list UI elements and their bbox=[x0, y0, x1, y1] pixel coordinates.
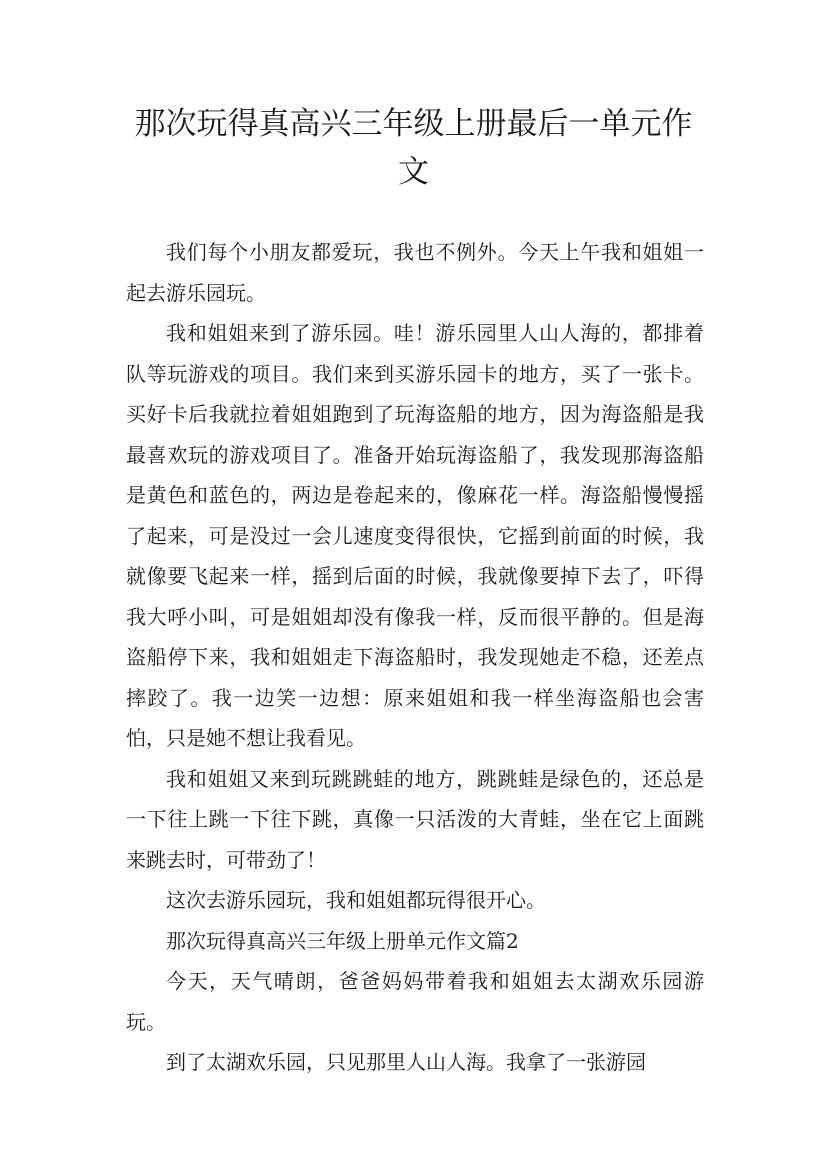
document-title: 那次玩得真高兴三年级上册最后一单元作文 bbox=[134, 106, 693, 190]
paragraph: 我们每个小朋友都爱玩，我也不例外。今天上午我和姐姐一起去游乐园玩。 bbox=[126, 240, 704, 305]
paragraph: 我和姐姐来到了游乐园。哇！游乐园里人山人海的，都排着队等玩游戏的项目。我们来到买游乐园卡的地方，买了一张卡。买好卡后我就拉着姐姐跑到了玩海盗船的地方，因为海盗船是我最喜欢玩的游戏项目了。准备开始玩海盗船了，我发现那海盗船是黄色和蓝色的，两边是卷起来的，像麻花一样。海盗船慢慢摇了起来，可是没过一会儿速度变得很快，它摇到前面的时候，我就像要飞起来一样，摇到后面的时候，我就像要掉下去了，吓得我大呼小叫，可是姐姐却没有像我一样，反而很平静的。但是海盗船停下来，我和姐姐走下海盗船时，我发现她走不稳，还差点摔跤了。我一边笑一边想：原来姐姐和我一样坐海盗船也会害怕，只是她不想让我看见。 bbox=[126, 321, 704, 750]
document-body bbox=[126, 232, 704, 1083]
paragraph: 这次去游乐园玩，我和姐姐都玩得很开心。 bbox=[166, 888, 546, 912]
section-heading: 那次玩得真高兴三年级上册单元作文篇2 bbox=[166, 928, 519, 953]
paragraph: 今天，天气晴朗，爸爸妈妈带着我和姐姐去太湖欢乐园游玩。 bbox=[126, 969, 704, 1034]
paragraph: 到了太湖欢乐园，只见那里人山人海。我拿了一张游园 bbox=[166, 1050, 646, 1074]
paragraph: 我和姐姐又来到玩跳跳蛙的地方，跳跳蛙是绿色的，还总是一下往上跳一下往下跳，真像一只活泼的大青蛙，坐在它上面跳来跳去时，可带劲了！ bbox=[126, 766, 704, 872]
